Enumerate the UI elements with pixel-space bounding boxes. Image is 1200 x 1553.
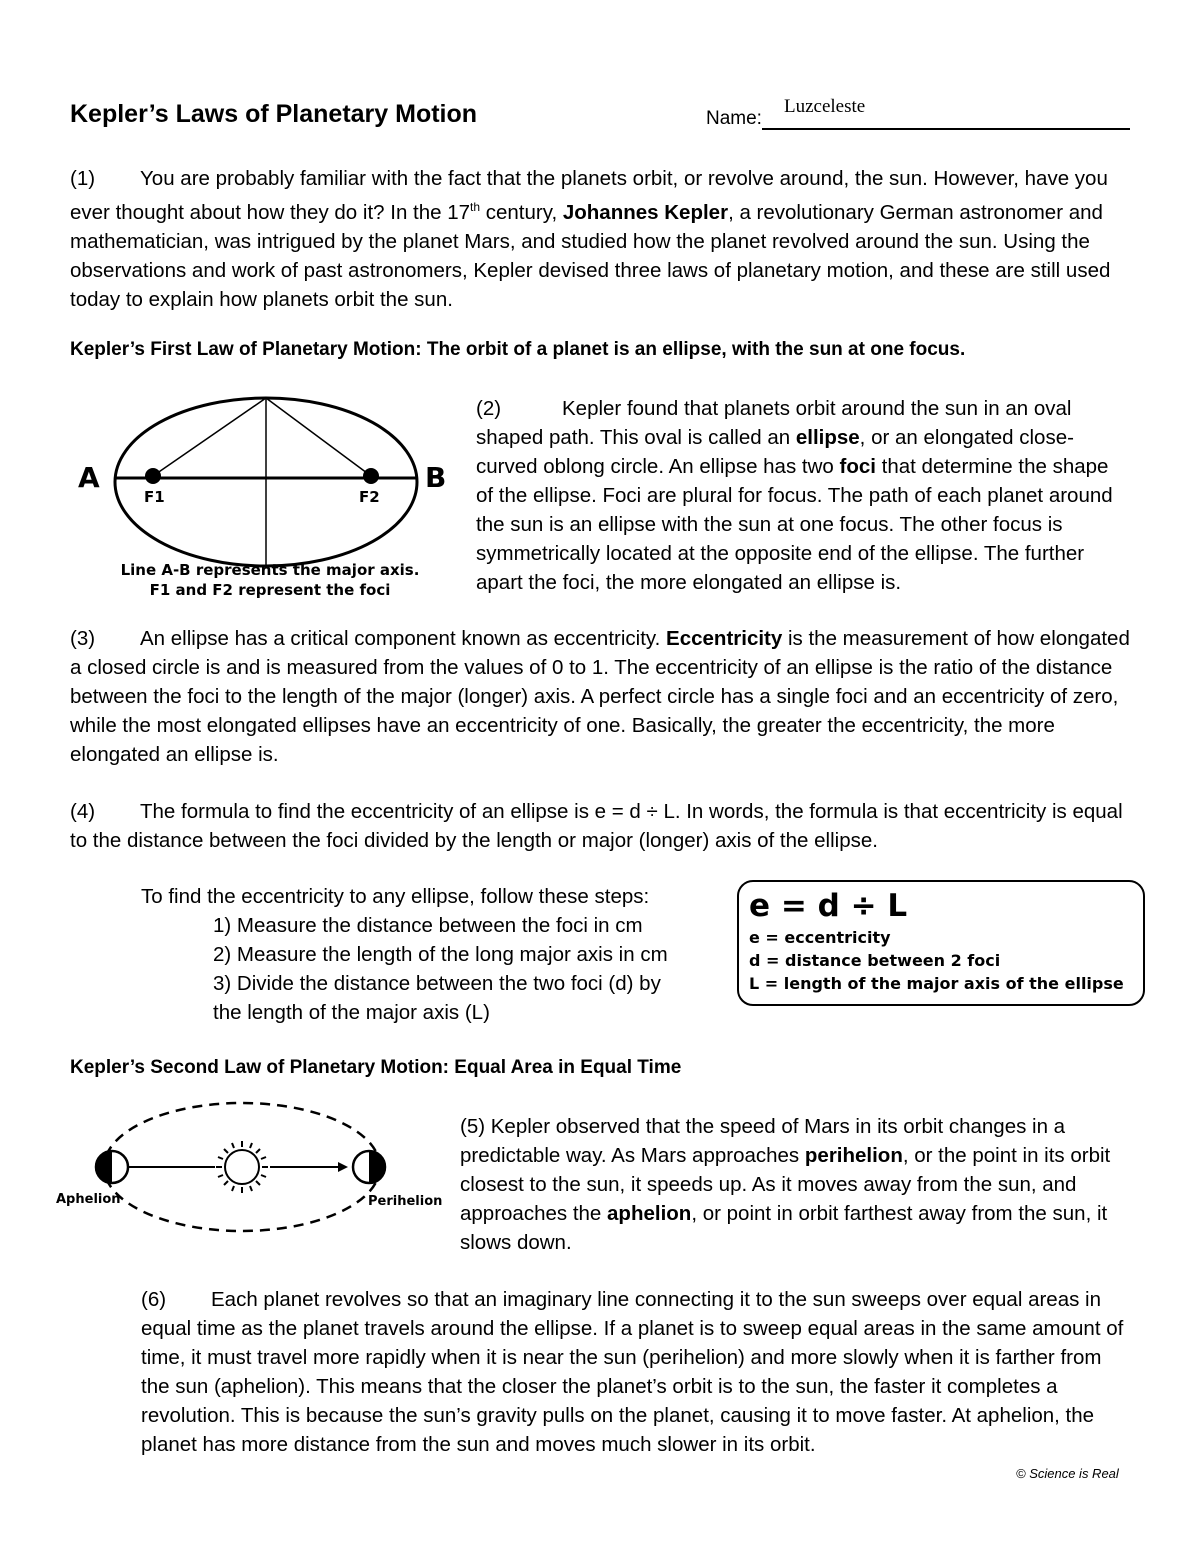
- aphelion-label: Aphelion: [56, 1192, 121, 1207]
- name-field-line: [762, 128, 1130, 130]
- focus-line-left: [153, 398, 266, 476]
- perihelion-term: perihelion: [804, 1144, 903, 1167]
- step-3-continued: the length of the major axis (L): [213, 1001, 490, 1024]
- focus-point-f1: [145, 468, 161, 484]
- paragraph-number: (4): [70, 800, 96, 823]
- step-1: 1) Measure the distance between the foci in cm: [213, 914, 643, 937]
- foci-term: foci: [839, 455, 876, 478]
- label-f2: F2: [359, 488, 380, 506]
- step-3: 3) Divide the distance between the two foci (d) by: [213, 972, 661, 995]
- label-a: A: [78, 461, 100, 494]
- paragraph-3: (3) An ellipse has a critical component known as eccentricity. Eccentricity is the measurement of how elongated a closed circle is and is measured from the values of 0 to 1. The eccentricity of an ellipse is the ratio of the distance between the foci to the length of the major (longer) axis. A perfect circle has a single foci and an eccentricity of zero, while the most elongated ellipses have an eccentricity of one. Basically, the greater the eccentricity, the more elongated an ellipse is.: [70, 624, 1130, 769]
- formula-box: [737, 880, 1145, 1006]
- perihelion-planet-icon: [353, 1151, 385, 1183]
- first-law-heading: Kepler’s First Law of Planetary Motion: The orbit of a planet is an ellipse, with the sun at one focus.: [70, 339, 966, 360]
- orbit-diagram: [60, 1095, 443, 1265]
- paragraph-number: (3): [70, 627, 96, 650]
- perihelion-label: Perihelion: [368, 1194, 443, 1209]
- focus-line-right: [266, 398, 371, 476]
- focus-point-f2: [363, 468, 379, 484]
- ellipse-term: ellipse: [795, 426, 860, 449]
- eccentricity-term: Eccentricity: [666, 627, 783, 650]
- paragraph-number: (5): [460, 1115, 486, 1138]
- label-f1: F1: [144, 488, 165, 506]
- formula-d-definition: d = distance between 2 foci: [749, 951, 1001, 970]
- second-law-heading: Kepler’s Second Law of Planetary Motion: Equal Area in Equal Time: [70, 1057, 682, 1078]
- copyright-footer: © Science is Real: [1016, 1466, 1119, 1481]
- formula-e-definition: e = eccentricity: [749, 928, 891, 947]
- paragraph-1: (1) You are probably familiar with the fact that the planets orbit, or revolve around, the sun. However, have you ever thought about how they do it? In the 17th century, Johannes Kepler, a revolutionary German astronomer and mathematician, was intrigued by the planet Mars, and studied how the planet revolved around the sun. Using the observations and work of past astronomers, Kepler devised three laws of planetary motion, and these are still used today to explain how planets orbit the sun.: [70, 164, 1130, 314]
- paragraph-5: (5) Kepler observed that the speed of Mars in its orbit changes in a predictable way. As Mars approaches perihelion, or the point in its orbit closest to the sun, it speeds up. As it moves away from the sun, and approaches the aphelion, or point in orbit farthest away from the sun, it slows down.: [460, 1115, 1111, 1254]
- arrowhead-right: [338, 1162, 348, 1172]
- paragraph-number: (2): [476, 397, 502, 420]
- aphelion-term: aphelion: [607, 1202, 692, 1225]
- paragraph-number: (1): [70, 167, 96, 190]
- eccentricity-steps: [141, 882, 721, 1027]
- paragraph-6: (6) Each planet revolves so that an imaginary line connecting it to the sun sweeps over equal areas in equal time as the planet travels around the ellipse. If a planet is to sweep equal areas in the same amount of time, it must travel more rapidly when it is near the sun (perihelion) and more slowly when it is farther from the sun (aphelion). This means that the closer the planet’s orbit is to the sun, the faster it completes a revolution. This is because the sun’s gravity pulls on the planet, causing it to move faster. At aphelion, the planet has more distance from the sun and moves much slower in its orbit.: [141, 1285, 1131, 1459]
- page-title: Kepler’s Laws of Planetary Motion: [70, 100, 478, 128]
- paragraph-number: (6): [141, 1288, 167, 1311]
- name-field[interactable]: Luzceleste: [784, 96, 866, 117]
- paragraph-4: (4) The formula to find the eccentricity of an ellipse is e = d ÷ L. In words, the formula is that eccentricity is equal to the distance between the foci divided by the length or major (longer) axis of the ellipse.: [70, 797, 1130, 855]
- formula-main: e = d ÷ L: [749, 888, 908, 924]
- paragraph-2: (2) Kepler found that planets orbit around the sun in an oval shaped path. This oval is called an ellipse, or an elongated close-curved oblong circle. An ellipse has two foci that determine the shape of the ellipse. Foci are plural for focus. The path of each planet around the sun is an ellipse with the sun at one focus. The other focus is symmetrically located at the opposite end of the ellipse. The further apart the foci, the more elongated an ellipse is.: [476, 394, 1128, 597]
- sun-icon: [216, 1141, 268, 1193]
- johannes-kepler: Johannes Kepler: [562, 200, 729, 224]
- diagram-caption: Line A-B represents the major axis. F1 and F2 represent the foci: [120, 561, 420, 599]
- label-b: B: [425, 461, 447, 494]
- step-2: 2) Measure the length of the long major axis in cm: [213, 943, 668, 966]
- steps-intro: To find the eccentricity to any ellipse, follow these steps:: [141, 885, 650, 908]
- name-label: Name:: [706, 108, 762, 129]
- aphelion-planet-icon: [96, 1151, 128, 1183]
- formula-l-definition: L = length of the major axis of the ellipse: [749, 974, 1124, 993]
